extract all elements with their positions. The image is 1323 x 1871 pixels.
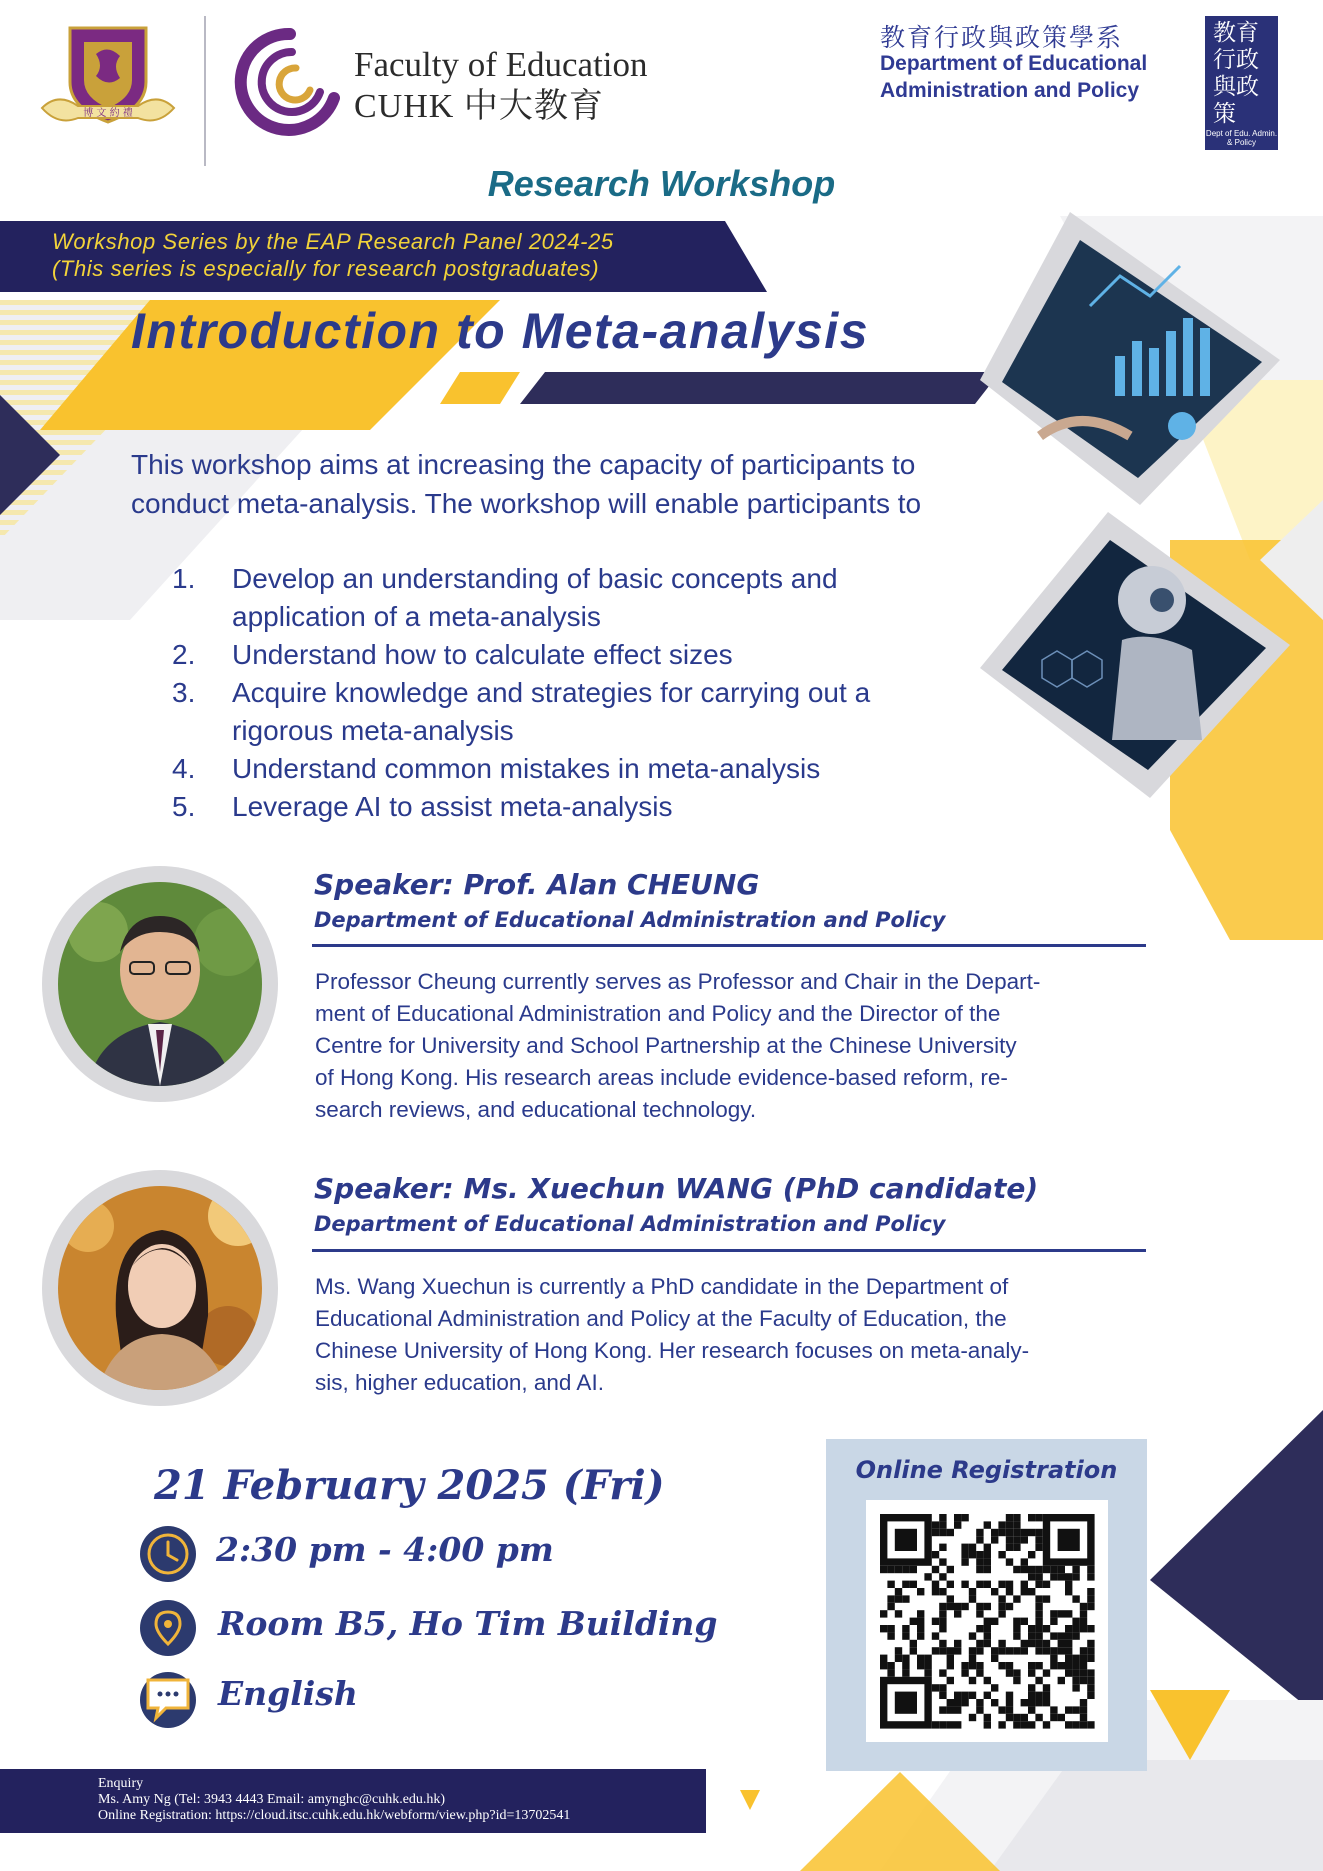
- series-line-2: (This series is especially for research postgraduates): [52, 256, 600, 281]
- list-item-number: 5.: [172, 791, 196, 822]
- speaker-photo-cheung: [42, 866, 278, 1102]
- department-name-chinese: 教育行政與政策學系: [880, 24, 1124, 52]
- header-divider: [204, 16, 206, 166]
- divider: [312, 1249, 1146, 1252]
- learning-objectives-list: [172, 560, 1002, 826]
- event-venue: Room B5, Ho Tim Building: [218, 1604, 718, 1643]
- speaker-photo-wang: [42, 1170, 278, 1406]
- bio-line: sis, higher education, and AI.: [315, 1370, 604, 1395]
- list-item: [172, 750, 1002, 788]
- department-seal-logo: [1205, 16, 1278, 150]
- speech-bubble-icon: [140, 1672, 196, 1728]
- bio-line: ment of Educational Administration and Policy and the Director of the: [315, 1001, 1001, 1026]
- clock-icon: [140, 1526, 196, 1582]
- list-item-line: Acquire knowledge and strategies for carrying out a: [232, 677, 871, 708]
- enquiry-label: Enquiry: [98, 1776, 144, 1791]
- enquiry-info: [98, 1776, 570, 1824]
- event-time: 2:30 pm - 4:00 pm: [216, 1530, 554, 1569]
- divider: [312, 944, 1146, 947]
- list-item: [172, 674, 1002, 750]
- list-item: [172, 788, 1002, 826]
- location-pin-icon: [140, 1600, 196, 1656]
- cuhk-crest-logo: [38, 22, 178, 134]
- faculty-name-cuhk: CUHK 中大教育: [354, 88, 604, 125]
- list-item-line: Understand how to calculate effect sizes: [232, 639, 733, 670]
- speaker-1-department: Department of Educational Administration and Policy: [314, 908, 946, 932]
- department-seal-caption: Dept of Edu. Admin. & Policy: [1205, 129, 1278, 147]
- speaker-2-name: Speaker: Ms. Xuechun WANG (PhD candidate): [314, 1172, 1039, 1205]
- series-line-1: Workshop Series by the EAP Research Panel 2024-25: [52, 229, 614, 254]
- speaker-1-name: Speaker: Prof. Alan CHEUNG: [314, 868, 760, 901]
- bio-line: Educational Administration and Policy at the Faculty of Education, the: [315, 1306, 1007, 1331]
- bio-line: Chinese University of Hong Kong. Her research focuses on meta-analy-: [315, 1338, 1030, 1363]
- list-item-number: 1.: [172, 563, 196, 594]
- speaker-2-bio: [315, 1271, 1147, 1399]
- avatar: [58, 882, 262, 1086]
- bio-line: of Hong Kong. His research areas include evidence-based reform, re-: [315, 1065, 1008, 1090]
- registration-qr-code[interactable]: [866, 1500, 1108, 1742]
- list-item-line: Develop an understanding of basic concepts and: [232, 563, 838, 594]
- list-item-line: rigorous meta-analysis: [232, 715, 514, 746]
- list-item: [172, 636, 1002, 674]
- intro-paragraph: [131, 445, 1071, 523]
- workshop-title: Introduction to Meta-analysis: [131, 303, 870, 359]
- department-name-line1: Department of Educational: [880, 52, 1148, 75]
- bio-line: Ms. Wang Xuechun is currently a PhD candidate in the Department of: [315, 1274, 1009, 1299]
- speaker-2-department: Department of Educational Administration and Policy: [314, 1212, 946, 1236]
- department-name-line2: Administration and Policy: [880, 79, 1140, 102]
- list-item-line: Understand common mistakes in meta-analysis: [232, 753, 821, 784]
- ai-robot-illustration: [1002, 540, 1268, 772]
- event-type-heading: Research Workshop: [487, 163, 836, 204]
- registration-title: Online Registration: [855, 1456, 1118, 1484]
- list-item-number: 4.: [172, 753, 196, 784]
- bio-line: search reviews, and educational technology.: [315, 1097, 757, 1122]
- enquiry-contact: Ms. Amy Ng (Tel: 3943 4443 Email: amynghc@cuhk.edu.hk): [98, 1792, 446, 1807]
- intro-line-1: This workshop aims at increasing the capacity of participants to: [131, 449, 916, 480]
- list-item-line: Leverage AI to assist meta-analysis: [232, 791, 673, 822]
- list-item-number: 3.: [172, 677, 196, 708]
- event-language: English: [218, 1674, 358, 1713]
- department-seal-chars: 教育行政與政策: [1213, 20, 1259, 127]
- faculty-name: Faculty of Education: [354, 45, 648, 84]
- bio-line: Professor Cheung currently serves as Professor and Chair in the Depart-: [315, 969, 1041, 994]
- speaker-1-bio: [315, 966, 1147, 1126]
- list-item: [172, 560, 1002, 636]
- avatar: [58, 1186, 262, 1390]
- series-banner-text: [52, 228, 614, 282]
- list-item-line: application of a meta-analysis: [232, 601, 601, 632]
- faculty-of-education-logo-icon: [230, 26, 340, 138]
- registration-link[interactable]: Online Registration: https://cloud.itsc.cuhk.edu.hk/webform/view.php?id=13702541: [98, 1808, 571, 1823]
- svg-text:博 文 約 禮: 博 文 約 禮: [83, 108, 133, 119]
- event-date: 21 February 2025 (Fri): [154, 1462, 665, 1509]
- list-item-number: 2.: [172, 639, 196, 670]
- department-name-english: [880, 50, 1147, 104]
- intro-line-2: conduct meta-analysis. The workshop will enable participants to: [131, 488, 922, 519]
- bio-line: Centre for University and School Partnership at the Chinese University: [315, 1033, 1017, 1058]
